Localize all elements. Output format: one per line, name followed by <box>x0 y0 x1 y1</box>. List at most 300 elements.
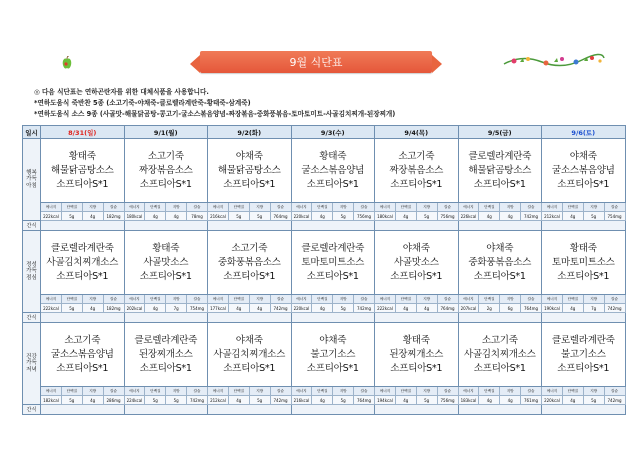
snack-cell <box>41 313 125 323</box>
nutrient-value-row <box>23 212 626 221</box>
menu-item-text: 사골맛소스 <box>393 256 439 268</box>
menu-item-text: 토마토미트소스 <box>301 256 365 268</box>
menu-item-text: 클로렐라계란죽 <box>468 150 532 162</box>
nutrient-header: 칼슘 <box>270 295 291 304</box>
nutrient-value: 754mg <box>604 212 625 221</box>
nutrient-header-row <box>23 203 626 212</box>
nutrient-value: 5g <box>249 396 270 405</box>
snack-cell <box>124 313 208 323</box>
nutrient-value: 742mg <box>270 304 291 313</box>
menu-cell <box>291 231 375 295</box>
menu-item-text: 토마토미트소스 <box>551 256 615 268</box>
nutrient-value: 220kcal <box>291 304 312 313</box>
nutrient-header: 칼슘 <box>521 387 542 396</box>
nutrient-value: 764mg <box>354 396 375 405</box>
nutrient-header: 칼슘 <box>103 295 124 304</box>
nutrient-header: 지방 <box>500 295 521 304</box>
nutrient-value: 756mg <box>437 396 458 405</box>
menu-cell <box>542 139 626 203</box>
meal-label-line: 점심 <box>26 274 37 281</box>
menu-item-text: 불고기소스 <box>560 348 606 360</box>
menu-cell <box>458 139 542 203</box>
nutrient-header: 에너지 <box>291 203 312 212</box>
nutrient-value: 5g <box>61 396 82 405</box>
meal-label-line: 건강 <box>26 353 37 360</box>
nutrient-header: 칼슘 <box>354 295 375 304</box>
nutrient-value-row <box>23 396 626 405</box>
menu-item-text: 야채죽 <box>235 150 263 162</box>
nutrient-header: 단백질 <box>145 203 166 212</box>
nutrient-value: 177kcal <box>208 304 229 313</box>
nutrient-header: 단백질 <box>562 203 583 212</box>
nutrient-header: 칼슘 <box>103 203 124 212</box>
nutrient-header: 지방 <box>82 203 103 212</box>
menu-item-text: 해물닭곰탕소스 <box>217 164 281 176</box>
nutrient-header: 칼슘 <box>604 387 625 396</box>
nutrient-value: 4g <box>82 212 103 221</box>
menu-item-text: 해물닭곰탕소스 <box>50 164 114 176</box>
snack-label: 간식 <box>23 221 41 231</box>
snack-row <box>23 221 626 231</box>
nutrient-value: 222kcal <box>41 304 62 313</box>
nutrient-header: 칼슘 <box>270 203 291 212</box>
nutrient-value: 4g <box>312 304 333 313</box>
meal-row <box>23 323 626 387</box>
nutrient-value: 4g <box>145 304 166 313</box>
nutrient-header: 칼슘 <box>187 295 208 304</box>
nutrient-header: 지방 <box>82 387 103 396</box>
snack-label: 간식 <box>23 313 41 323</box>
snack-cell <box>41 221 125 231</box>
nutrient-value: 4g <box>562 212 583 221</box>
menu-item-text: 소프티아S*1 <box>306 178 359 190</box>
menu-cell <box>124 323 208 387</box>
nutrient-header: 지방 <box>333 387 354 396</box>
menu-cell <box>208 323 292 387</box>
menu-item-text: 소프티아S*1 <box>223 270 276 282</box>
snack-row <box>23 313 626 323</box>
nutrient-value: 5g <box>145 396 166 405</box>
menu-item-text: 황태죽 <box>68 150 96 162</box>
nutrient-header: 단백질 <box>479 203 500 212</box>
menu-item-text: 해물닭곰탕소스 <box>468 164 532 176</box>
nutrient-header: 에너지 <box>124 295 145 304</box>
nutrient-header: 지방 <box>249 295 270 304</box>
nutrient-header: 지방 <box>500 387 521 396</box>
snack-cell <box>291 221 375 231</box>
nutrient-value: 742mg <box>604 304 625 313</box>
nutrient-header: 단백질 <box>395 295 416 304</box>
meal-row <box>23 231 626 295</box>
nutrient-header: 단백질 <box>228 203 249 212</box>
nutrient-value: 180kcal <box>375 212 396 221</box>
menu-cell <box>542 231 626 295</box>
menu-item-text: 된장찌개소스 <box>389 348 444 360</box>
meal-label-line: 아침 <box>26 182 37 189</box>
meal-row <box>23 139 626 203</box>
menu-cell <box>41 323 125 387</box>
day-header: 9/6(토) <box>542 126 626 139</box>
menu-item-text: 중화풍볶음소스 <box>468 256 532 268</box>
nutrient-header: 에너지 <box>41 203 62 212</box>
nutrient-value: 182mg <box>103 212 124 221</box>
menu-item-text: 소프티아S*1 <box>139 270 192 282</box>
nutrient-value: 222kcal <box>41 212 62 221</box>
menu-item-text: 소프티아S*1 <box>223 178 276 190</box>
snack-cell <box>542 313 626 323</box>
menu-item-text: 소프티아S*1 <box>473 362 526 374</box>
menu-item-text: 소고기죽 <box>481 334 518 346</box>
nutrient-value: 742mg <box>270 396 291 405</box>
apple-icon <box>62 56 72 70</box>
nutrient-header: 에너지 <box>124 203 145 212</box>
menu-item-text: 소프티아S*1 <box>390 362 443 374</box>
nutrient-value: 226kcal <box>458 212 479 221</box>
menu-item-text: 사골김치찌개소스 <box>463 348 536 360</box>
nutrient-header: 칼슘 <box>270 387 291 396</box>
snack-cell <box>375 221 459 231</box>
menu-item-text: 소프티아S*1 <box>473 178 526 190</box>
nutrient-value: 4g <box>416 304 437 313</box>
nutrient-header: 에너지 <box>291 295 312 304</box>
snack-cell <box>124 405 208 415</box>
nutrient-value: 761mg <box>521 396 542 405</box>
nutrient-value: 212kcal <box>208 396 229 405</box>
menu-cell <box>375 231 459 295</box>
nutrient-header: 단백질 <box>562 295 583 304</box>
nutrient-value: 742mg <box>604 396 625 405</box>
nutrient-header: 지방 <box>416 295 437 304</box>
nutrient-header: 에너지 <box>542 295 563 304</box>
nutrient-header: 단백질 <box>145 387 166 396</box>
nutrient-value: 4g <box>562 304 583 313</box>
menu-item-text: 황태죽 <box>569 242 597 254</box>
nutrient-header: 에너지 <box>124 387 145 396</box>
nutrient-header: 칼슘 <box>604 203 625 212</box>
menu-item-text: 황태죽 <box>152 242 180 254</box>
meal-label-line: 행복 <box>26 169 37 176</box>
nutrient-header: 에너지 <box>375 295 396 304</box>
menu-cell <box>291 323 375 387</box>
nutrient-header-row <box>23 387 626 396</box>
nutrient-value: 6g <box>500 304 521 313</box>
menu-cell <box>458 323 542 387</box>
nutrient-header: 에너지 <box>458 295 479 304</box>
nutrient-value: 4g <box>395 212 416 221</box>
flower-garland-icon <box>502 50 606 72</box>
menu-item-text: 소고기죽 <box>398 150 435 162</box>
nutrient-value: 4g <box>479 396 500 405</box>
meal-label-line: 가득 <box>26 268 37 275</box>
menu-item-text: 소프티아S*1 <box>56 178 109 190</box>
menu-item-text: 소프티아S*1 <box>390 178 443 190</box>
nutrient-header: 칼슘 <box>354 203 375 212</box>
menu-cell <box>458 231 542 295</box>
nutrient-value: 7g <box>166 304 187 313</box>
menu-cell <box>375 323 459 387</box>
nutrient-value: 2g <box>479 304 500 313</box>
nutrient-value: 764mg <box>270 212 291 221</box>
nutrient-header: 지방 <box>583 387 604 396</box>
snack-cell <box>291 405 375 415</box>
nutrient-value: 7g <box>583 304 604 313</box>
meal-label <box>23 139 41 221</box>
notes <box>34 87 395 120</box>
snack-cell <box>458 405 542 415</box>
nutrient-header: 에너지 <box>208 295 229 304</box>
nutrient-value: 754mg <box>187 304 208 313</box>
nutrient-value: 183kcal <box>458 396 479 405</box>
nutrient-value: 4g <box>312 212 333 221</box>
menu-item-text: 소프티아S*1 <box>306 270 359 282</box>
menu-item-text: 소고기죽 <box>231 242 268 254</box>
snack-cell <box>124 221 208 231</box>
nutrient-value: 4g <box>145 212 166 221</box>
nutrient-header: 지방 <box>82 295 103 304</box>
nutrient-value: 216kcal <box>291 396 312 405</box>
day-header: 8/31(일) <box>41 126 125 139</box>
menu-item-text: 사골맛소스 <box>143 256 189 268</box>
nutrient-header: 지방 <box>583 295 604 304</box>
snack-cell <box>375 313 459 323</box>
menu-cell <box>208 231 292 295</box>
nutrient-header: 단백질 <box>312 387 333 396</box>
menu-cell <box>542 323 626 387</box>
nutrient-value: 5g <box>166 396 187 405</box>
nutrient-header: 에너지 <box>41 295 62 304</box>
menu-item-text: 야채죽 <box>235 334 263 346</box>
nutrient-value: 5g <box>249 212 270 221</box>
nutrient-header: 지방 <box>249 387 270 396</box>
snack-cell <box>458 313 542 323</box>
banner-title: 9월 식단표 <box>200 51 432 73</box>
snack-cell <box>291 313 375 323</box>
meal-label-line: 정성 <box>26 261 37 268</box>
nutrient-header: 칼슘 <box>437 295 458 304</box>
day-header: 9/5(금) <box>458 126 542 139</box>
nutrient-value: 207kcal <box>458 304 479 313</box>
nutrient-header: 에너지 <box>41 387 62 396</box>
nutrient-header: 단백질 <box>479 387 500 396</box>
nutrient-value: 180kcal <box>124 212 145 221</box>
nutrient-header: 칼슘 <box>437 387 458 396</box>
menu-item-text: 황태죽 <box>402 334 430 346</box>
nutrient-header: 에너지 <box>208 387 229 396</box>
menu-item-text: 소프티아S*1 <box>390 270 443 282</box>
nutrient-value: 4g <box>82 304 103 313</box>
nutrient-header: 단백질 <box>61 203 82 212</box>
nutrient-header: 지방 <box>416 387 437 396</box>
snack-cell <box>542 405 626 415</box>
menu-item-text: 야채죽 <box>569 150 597 162</box>
menu-item-text: 소프티아S*1 <box>223 362 276 374</box>
day-header: 9/1(월) <box>124 126 208 139</box>
menu-item-text: 클로렐라계란죽 <box>301 242 365 254</box>
nutrient-header: 에너지 <box>458 203 479 212</box>
nutrient-value: 4g <box>228 396 249 405</box>
snack-label: 간식 <box>23 405 41 415</box>
nutrient-header: 단백질 <box>395 387 416 396</box>
meal-label-line: 가득 <box>26 360 37 367</box>
snack-cell <box>542 221 626 231</box>
menu-item-text: 소프티아S*1 <box>56 270 109 282</box>
nutrient-value: 286mg <box>103 396 124 405</box>
day-header: 9/2(화) <box>208 126 292 139</box>
menu-item-text: 클로렐라계란죽 <box>134 334 198 346</box>
nutrient-value: 5g <box>416 212 437 221</box>
nutrient-value: 756mg <box>354 212 375 221</box>
nutrient-value: 194kcal <box>375 396 396 405</box>
nutrient-value: 764mg <box>437 304 458 313</box>
nutrient-header: 단백질 <box>145 295 166 304</box>
menu-item-text: 야채죽 <box>319 334 347 346</box>
nutrient-value: 4g <box>479 212 500 221</box>
snack-cell <box>41 405 125 415</box>
menu-table <box>22 125 626 415</box>
menu-item-text: 야채죽 <box>402 242 430 254</box>
nutrient-value: 756mg <box>437 212 458 221</box>
meal-label <box>23 231 41 313</box>
nutrient-value: 212kcal <box>542 212 563 221</box>
nutrient-value: 4g <box>500 396 521 405</box>
menu-item-text: 소프티아S*1 <box>557 178 610 190</box>
nutrient-value: 220kcal <box>291 212 312 221</box>
nutrient-header: 에너지 <box>375 203 396 212</box>
nutrient-header: 지방 <box>249 203 270 212</box>
menu-cell <box>124 139 208 203</box>
menu-cell <box>291 139 375 203</box>
nutrient-value: 5g <box>333 304 354 313</box>
nutrient-header: 칼슘 <box>187 387 208 396</box>
menu-item-text: 된장찌개소스 <box>138 348 193 360</box>
nutrient-header: 단백질 <box>312 203 333 212</box>
meal-label <box>23 323 41 405</box>
nutrient-value: 742mg <box>521 212 542 221</box>
nutrient-value: 202kcal <box>124 304 145 313</box>
nutrient-header: 칼슘 <box>437 203 458 212</box>
nutrient-header: 칼슘 <box>521 203 542 212</box>
menu-item-text: 소프티아S*1 <box>56 362 109 374</box>
menu-item-text: 소고기죽 <box>147 150 184 162</box>
nutrient-value: 4g <box>82 396 103 405</box>
menu-item-text: 짜장볶음소스 <box>389 164 444 176</box>
menu-item-text: 소프티아S*1 <box>139 362 192 374</box>
nutrient-value: 5g <box>583 396 604 405</box>
menu-item-text: 사골김치찌개소스 <box>213 348 286 360</box>
nutrient-value: 4g <box>228 304 249 313</box>
nutrient-header: 칼슘 <box>354 387 375 396</box>
nutrient-value: 182mg <box>103 304 124 313</box>
nutrient-header: 지방 <box>583 203 604 212</box>
nutrient-header: 에너지 <box>458 387 479 396</box>
snack-cell <box>458 221 542 231</box>
nutrient-header: 지방 <box>166 203 187 212</box>
nutrient-value: 190kcal <box>542 304 563 313</box>
nutrient-header: 단백질 <box>479 295 500 304</box>
nutrient-header: 에너지 <box>375 387 396 396</box>
nutrient-header: 칼슘 <box>521 295 542 304</box>
nutrient-header: 단백질 <box>61 387 82 396</box>
nutrient-value: 220kcal <box>542 396 563 405</box>
nutrient-value: 5g <box>228 212 249 221</box>
snack-row <box>23 405 626 415</box>
header-row <box>23 126 626 139</box>
nutrient-value: 5g <box>416 396 437 405</box>
nutrient-value: 216kcal <box>208 212 229 221</box>
menu-item-text: 굴소스볶음양념 <box>50 348 114 360</box>
nutrient-header: 지방 <box>333 203 354 212</box>
menu-item-text: 소고기죽 <box>64 334 101 346</box>
menu-item-text: 사골김치찌개소스 <box>46 256 119 268</box>
nutrient-header: 단백질 <box>61 295 82 304</box>
menu-item-text: 황태죽 <box>319 150 347 162</box>
nutrient-value: 224kcal <box>124 396 145 405</box>
nutrient-value: 742mg <box>354 304 375 313</box>
snack-cell <box>208 405 292 415</box>
nutrient-header: 에너지 <box>291 387 312 396</box>
menu-item-text: 소프티아S*1 <box>139 178 192 190</box>
corner-label: 일시 <box>23 126 41 139</box>
menu-item-text: 불고기소스 <box>310 348 356 360</box>
nutrient-header: 단백질 <box>228 295 249 304</box>
nutrient-value: 4g <box>395 396 416 405</box>
menu-item-text: 클로렐라계란죽 <box>551 334 615 346</box>
nutrient-header: 칼슘 <box>103 387 124 396</box>
menu-cell <box>41 139 125 203</box>
menu-cell <box>124 231 208 295</box>
meal-label-line: 저녁 <box>26 366 37 373</box>
nutrient-header: 에너지 <box>208 203 229 212</box>
nutrient-header: 칼슘 <box>604 295 625 304</box>
menu-item-text: 짜장볶음소스 <box>138 164 193 176</box>
nutrient-value: 5g <box>61 304 82 313</box>
menu-item-text: 야채죽 <box>486 242 514 254</box>
nutrient-value: 5g <box>333 212 354 221</box>
nutrient-value: 4g <box>395 304 416 313</box>
nutrient-value: 5g <box>61 212 82 221</box>
nutrient-value: 742mg <box>187 396 208 405</box>
nutrient-header: 칼슘 <box>187 203 208 212</box>
nutrient-header: 에너지 <box>542 387 563 396</box>
nutrient-header: 단백질 <box>312 295 333 304</box>
nutrient-header: 지방 <box>333 295 354 304</box>
nutrient-value: 4g <box>249 304 270 313</box>
snack-cell <box>208 313 292 323</box>
nutrient-value-row <box>23 304 626 313</box>
nutrient-header: 지방 <box>500 203 521 212</box>
nutrient-header: 단백질 <box>228 387 249 396</box>
menu-cell <box>375 139 459 203</box>
menu-item-text: 소프티아S*1 <box>557 270 610 282</box>
nutrient-value: 5g <box>583 212 604 221</box>
nutrient-header: 지방 <box>166 387 187 396</box>
meal-label-line: 가득 <box>26 176 37 183</box>
nutrient-value: 4g <box>166 212 187 221</box>
nutrient-value: 78mg <box>187 212 208 221</box>
nutrient-header: 단백질 <box>562 387 583 396</box>
day-header: 9/3(수) <box>291 126 375 139</box>
nutrient-value: 4g <box>500 212 521 221</box>
nutrient-header: 단백질 <box>395 203 416 212</box>
day-header: 9/4(목) <box>375 126 459 139</box>
note-line: *연하도움식 소스 9종 (사골맛-해물닭곰탕-콩고기-굴소스볶음양념-짜장볶음-중화풍볶음-토마토미트-사골김치찌개-된장찌개) <box>34 110 396 118</box>
nutrient-value: 4g <box>312 396 333 405</box>
nutrient-header-row <box>23 295 626 304</box>
nutrient-value: 764mg <box>521 304 542 313</box>
snack-cell <box>375 405 459 415</box>
nutrient-value: 222kcal <box>375 304 396 313</box>
menu-item-text: 소프티아S*1 <box>306 362 359 374</box>
